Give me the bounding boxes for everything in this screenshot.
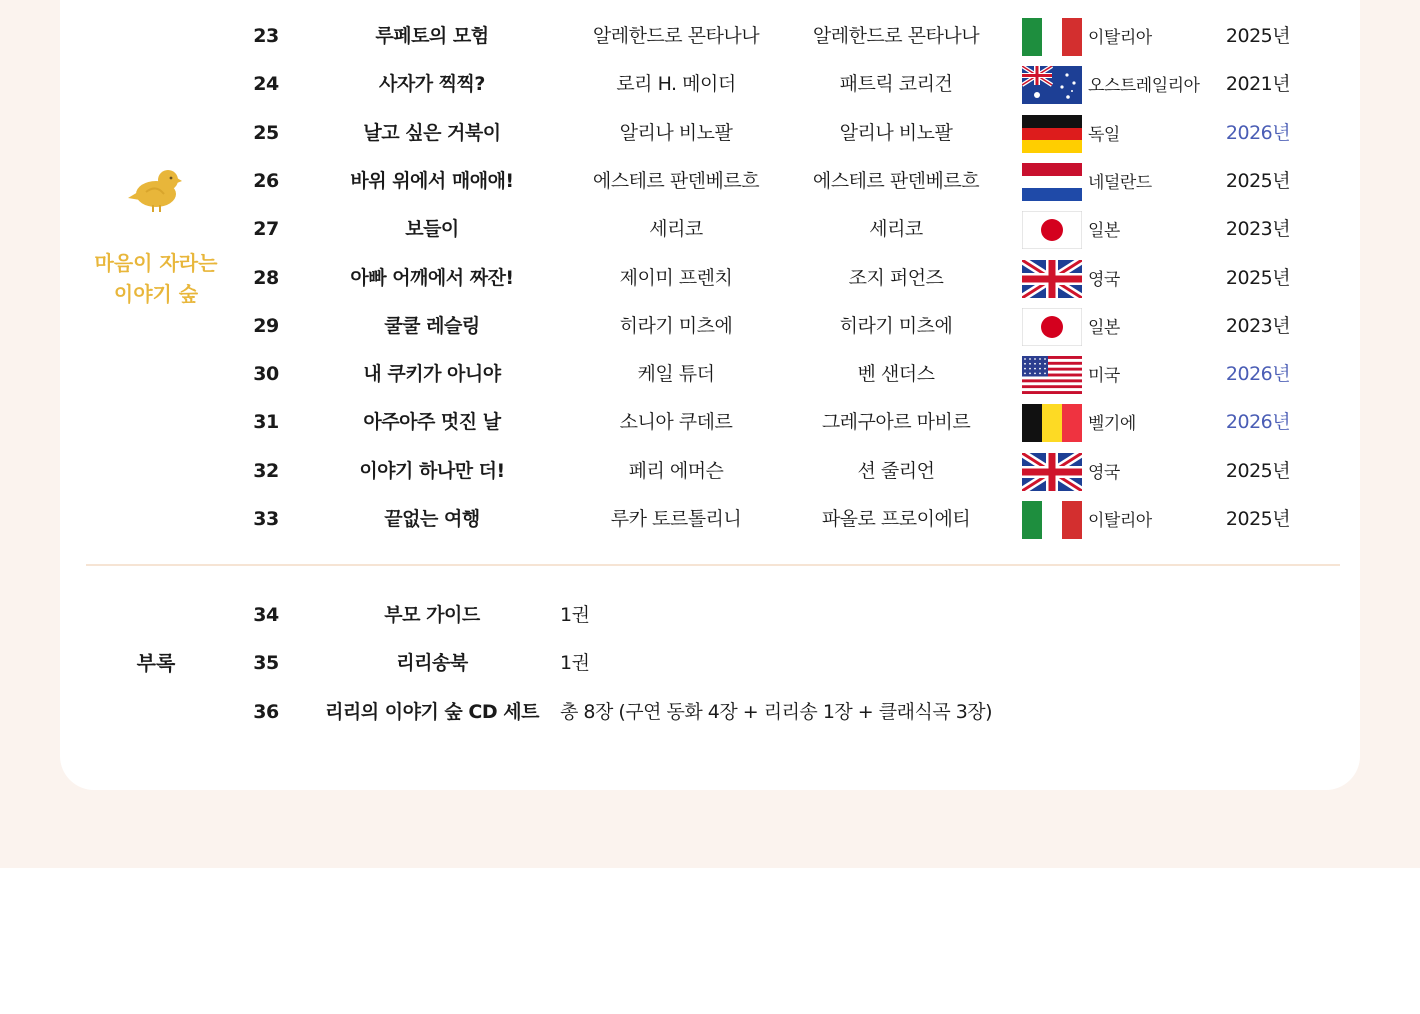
book-year: 2025년 xyxy=(1225,169,1291,192)
book-illustrator: 조지 퍼언즈 xyxy=(848,266,944,289)
book-number: 29 xyxy=(253,314,279,337)
appendix-row xyxy=(0,591,1420,639)
appendix-number: 36 xyxy=(253,700,279,723)
book-row xyxy=(0,495,1420,543)
appendix-number: 35 xyxy=(253,652,279,675)
appendix-title: 리리의 이야기 숲 CD 세트 xyxy=(325,700,539,723)
group-label-line1: 마음이 자라는 xyxy=(94,251,218,275)
appendix-description: 1권 xyxy=(560,604,590,626)
book-number: 30 xyxy=(253,363,279,386)
italy-flag-icon xyxy=(1022,501,1082,539)
book-row xyxy=(0,398,1420,446)
book-year: 2025년 xyxy=(1225,266,1291,289)
section-divider xyxy=(86,564,1340,566)
book-country: 오스트레일리아 xyxy=(1088,76,1200,97)
japan-flag-icon xyxy=(1022,211,1082,249)
book-illustrator: 히라기 미츠에 xyxy=(839,314,953,337)
book-row xyxy=(0,109,1420,157)
uk-flag-icon xyxy=(1022,453,1082,491)
book-title: 쿨쿨 레슬링 xyxy=(384,314,480,337)
book-country: 네덜란드 xyxy=(1088,172,1152,193)
book-year: 2023년 xyxy=(1225,314,1291,337)
appendix-title: 리리송북 xyxy=(396,652,468,675)
appendix-row xyxy=(0,639,1420,687)
book-year: 2023년 xyxy=(1225,218,1291,241)
book-number: 27 xyxy=(253,218,279,241)
netherlands-flag-icon xyxy=(1022,163,1082,201)
book-illustrator: 벤 샌더스 xyxy=(857,363,935,386)
book-year: 2026년 xyxy=(1225,363,1291,386)
book-author: 소니아 쿠데르 xyxy=(619,411,733,434)
book-author: 케일 튜더 xyxy=(637,363,715,386)
group-label-appendix: 부록 xyxy=(136,651,176,675)
book-title: 날고 싶은 거북이 xyxy=(363,121,501,144)
book-author: 에스테르 판덴베르흐 xyxy=(592,169,760,192)
book-title: 아빠 어깨에서 짜잔! xyxy=(350,266,514,289)
book-row xyxy=(0,302,1420,350)
book-author: 알레한드로 몬타나나 xyxy=(592,25,760,47)
book-illustrator: 알레한드로 몬타나나 xyxy=(812,25,980,47)
appendix-row xyxy=(0,688,1420,736)
book-row xyxy=(0,447,1420,495)
book-title: 아주아주 멋진 날 xyxy=(363,411,501,434)
book-row xyxy=(0,12,1420,60)
group-label-line2: 이야기 숲 xyxy=(113,282,199,306)
italy-flag-icon xyxy=(1022,18,1082,56)
book-illustrator: 세리코 xyxy=(869,218,923,241)
book-country: 일본 xyxy=(1088,317,1120,338)
book-illustrator: 션 줄리언 xyxy=(857,459,935,482)
book-number: 28 xyxy=(253,266,279,289)
book-number: 23 xyxy=(253,25,279,47)
book-year: 2026년 xyxy=(1225,411,1291,434)
book-country: 벨기에 xyxy=(1088,414,1136,435)
book-illustrator: 에스테르 판덴베르흐 xyxy=(812,169,980,192)
usa-flag-icon xyxy=(1022,356,1082,394)
uk-flag-icon xyxy=(1022,260,1082,298)
book-title: 사자가 찍찍? xyxy=(379,73,485,96)
book-title: 이야기 하나만 더! xyxy=(359,459,505,482)
book-number: 31 xyxy=(253,411,279,434)
book-country: 일본 xyxy=(1088,221,1120,242)
book-illustrator: 알리나 비노팔 xyxy=(839,121,953,144)
book-row xyxy=(0,60,1420,108)
book-number: 33 xyxy=(253,508,279,530)
book-author: 페리 에머슨 xyxy=(628,459,724,482)
book-number: 25 xyxy=(253,121,279,144)
book-author: 제이미 프렌치 xyxy=(619,266,733,289)
book-country: 이탈리아 xyxy=(1088,28,1152,48)
book-year: 2021년 xyxy=(1225,73,1291,96)
book-country: 영국 xyxy=(1088,462,1120,483)
book-illustrator: 패트릭 코리건 xyxy=(839,73,953,96)
book-title: 끝없는 여행 xyxy=(384,508,480,530)
book-country: 영국 xyxy=(1088,269,1120,290)
book-number: 32 xyxy=(253,459,279,482)
book-row xyxy=(0,205,1420,253)
book-row xyxy=(0,157,1420,205)
book-author: 루카 토르톨리니 xyxy=(610,508,742,530)
book-author: 세리코 xyxy=(649,218,703,241)
book-title: 루페토의 모험 xyxy=(375,25,489,47)
book-title: 내 쿠키가 아니야 xyxy=(363,363,501,386)
book-row xyxy=(0,350,1420,398)
book-year: 2025년 xyxy=(1225,508,1291,530)
belgium-flag-icon xyxy=(1022,404,1082,442)
book-title: 보들이 xyxy=(405,218,459,241)
appendix-description: 1권 xyxy=(560,652,590,675)
book-year: 2025년 xyxy=(1225,459,1291,482)
book-country: 독일 xyxy=(1088,124,1120,145)
book-country: 이탈리아 xyxy=(1088,511,1152,531)
book-author: 히라기 미츠에 xyxy=(619,314,733,337)
book-year: 2025년 xyxy=(1225,25,1291,47)
book-illustrator: 그레구아르 마비르 xyxy=(821,411,971,434)
germany-flag-icon xyxy=(1022,115,1082,153)
book-number: 26 xyxy=(253,169,279,192)
australia-flag-icon xyxy=(1022,66,1082,104)
book-author: 알리나 비노팔 xyxy=(619,121,733,144)
book-illustrator: 파올로 프로이에티 xyxy=(821,508,971,530)
appendix-number: 34 xyxy=(253,604,279,626)
book-row xyxy=(0,254,1420,302)
book-title: 바위 위에서 매애애! xyxy=(350,169,514,192)
book-country: 미국 xyxy=(1088,366,1120,387)
appendix-title: 부모 가이드 xyxy=(384,604,480,626)
book-number: 24 xyxy=(253,73,279,96)
japan-flag-icon xyxy=(1022,308,1082,346)
appendix-description: 총 8장 (구연 동화 4장 + 리리송 1장 + 클래식곡 3장) xyxy=(560,700,993,723)
book-author: 로리 H. 메이더 xyxy=(616,73,736,96)
book-year: 2026년 xyxy=(1225,121,1291,144)
